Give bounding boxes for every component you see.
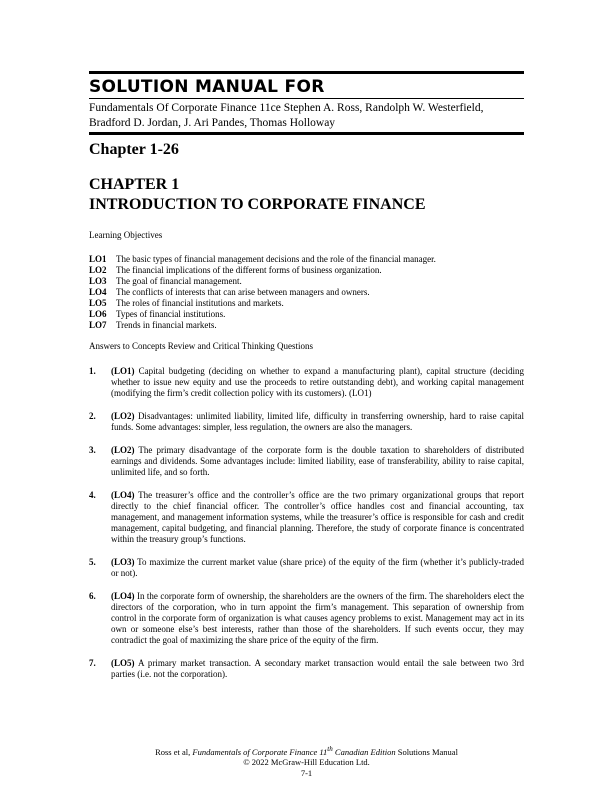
answer-lo-tag: (LO1) [111, 366, 135, 376]
footer-suffix: Solutions Manual [395, 746, 458, 757]
learning-objectives-heading: Learning Objectives [89, 230, 163, 240]
answer-body [111, 557, 524, 579]
page-footer [89, 744, 524, 778]
answer-lo-tag: (LO2) [111, 445, 135, 455]
footer-book-title: Fundamentals of Corporate Finance 11 [192, 746, 328, 757]
answer-item [89, 658, 524, 680]
answer-body [111, 490, 524, 545]
answer-body [111, 591, 524, 646]
answer-number: 2. [89, 411, 96, 421]
lo-text: The basic types of financial management decisions and the role of the financial manager. [116, 254, 436, 264]
chapter-heading [89, 175, 524, 215]
lo-text: The roles of financial institutions and markets. [116, 298, 284, 308]
answer-number: 3. [89, 445, 96, 455]
answer-body [111, 445, 524, 478]
answer-text: Disadvantages: unlimited liability, limited life, difficulty in transferring ownership, hard to raise capital funds. Some advantages: simpler, less regulation, the owners are also the managers. [111, 411, 525, 432]
chapter-title: INTRODUCTION TO CORPORATE FINANCE [89, 196, 426, 213]
lo-item [89, 309, 524, 320]
lo-code: LO4 [89, 287, 107, 297]
answer-number: 4. [89, 490, 96, 500]
answer-item [89, 411, 524, 433]
lo-item [89, 298, 524, 309]
lo-code: LO2 [89, 265, 107, 275]
answers-list [89, 366, 524, 680]
answer-lo-tag: (LO2) [111, 411, 135, 421]
lo-item [89, 254, 524, 265]
answer-text: The treasurer’s office and the controller’s office are the two primary organizational groups that report directly to the chief financial officer. The controller’s office handles cost and financial accounting, tax management, and management information systems, while the treasurer’s office is responsible for cash and credit management, capital budgeting, and financial planning. Therefore, the study of corporate finance is concentrated within the treasury group’s functions. [111, 490, 524, 544]
answer-item [89, 490, 524, 545]
top-rule [89, 71, 524, 74]
learning-objectives-list [89, 254, 524, 331]
answer-body [111, 411, 524, 433]
footer-authors: Ross et al, [155, 746, 193, 757]
answer-item [89, 591, 524, 646]
answer-number: 5. [89, 557, 96, 567]
answer-number: 1. [89, 366, 96, 376]
answer-lo-tag: (LO3) [111, 557, 135, 567]
lo-code: LO1 [89, 254, 107, 264]
footer-copyright: © 2022 McGraw-Hill Education Ltd. [243, 757, 370, 768]
lo-text: The goal of financial management. [116, 276, 242, 286]
lo-text: Types of financial institutions. [116, 309, 226, 319]
solution-manual-banner: SOLUTION MANUAL FOR [89, 77, 325, 97]
footer-edition: Canadian Edition [332, 746, 396, 757]
answer-item [89, 557, 524, 579]
lo-code: LO6 [89, 309, 107, 319]
document-page [89, 71, 524, 680]
lo-item [89, 276, 524, 287]
lo-item [89, 320, 524, 331]
footer-citation [89, 744, 524, 757]
answer-text: A primary market transaction. A secondary market transaction would entail the sale between two 3rd parties (i.e. not the corporation). [111, 658, 524, 679]
lo-code: LO5 [89, 298, 107, 308]
answer-text: Capital budgeting (deciding on whether to expand a manufacturing plant), capital structure (deciding whether to issue new equity and use the proceeds to retire outstanding debt), and working capital management (modifying the firm’s credit collection policy with its customers). (LO1) [111, 366, 524, 398]
answer-body [111, 366, 524, 399]
answer-number: 6. [89, 591, 96, 601]
answer-lo-tag: (LO4) [111, 490, 135, 500]
answer-text: To maximize the current market value (share price) of the equity of the firm (whether it’s publicly-traded or not). [111, 557, 524, 578]
lo-item [89, 265, 524, 276]
banner-rule [89, 98, 524, 99]
page-number: 7-1 [300, 767, 313, 778]
lo-code: LO7 [89, 320, 107, 330]
answer-text: In the corporate form of ownership, the shareholders are the owners of the firm. The shareholders elect the directors of the corporation, who in turn appoint the firm’s management. This separation of ownership from control in the corporate form of organization is what causes agency problems to exist. Management may act in its own or someone else’s best interests, rather than those of the shareholders. If such events occur, they may contradict the goal of maximizing the share price of the equity of the firm. [111, 591, 524, 645]
book-source-line: Fundamentals Of Corporate Finance 11ce Stephen A. Ross, Randolph W. Westerfield, Bradford D. Jordan, J. Ari Pandes, Thomas Holloway [89, 102, 484, 129]
source-rule [89, 132, 524, 135]
lo-text: The financial implications of the different forms of business organization. [116, 265, 382, 275]
answers-heading: Answers to Concepts Review and Critical Thinking Questions [89, 341, 314, 351]
answer-lo-tag: (LO4) [111, 591, 135, 601]
lo-item [89, 287, 524, 298]
chapter-number: CHAPTER 1 [89, 176, 180, 193]
lo-text: The conflicts of interests that can arise between managers and owners. [116, 287, 370, 297]
footer-edition-superscript: th [327, 745, 333, 753]
answer-item [89, 366, 524, 399]
lo-text: Trends in financial markets. [116, 320, 217, 330]
answer-lo-tag: (LO5) [111, 658, 135, 668]
lo-code: LO3 [89, 276, 107, 286]
chapter-range: Chapter 1-26 [89, 141, 179, 158]
answer-body [111, 658, 524, 680]
answer-number: 7. [89, 658, 96, 668]
answer-text: The primary disadvantage of the corporate form is the double taxation to shareholders of distributed earnings and dividends. Some advantages include: limited liability, ease of transferability, ability to raise capital, unlimited life, and so forth. [111, 445, 524, 477]
answer-item [89, 445, 524, 478]
